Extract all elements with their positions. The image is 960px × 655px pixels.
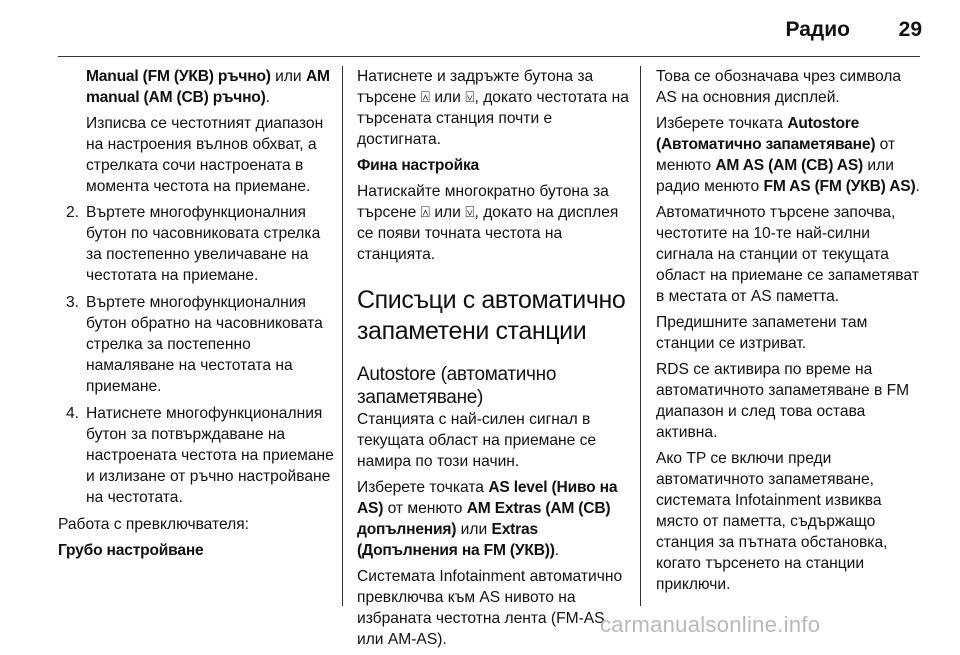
header-divider <box>58 56 920 57</box>
page-title: Радио <box>785 18 850 41</box>
watermark: carmanualsonline.info <box>600 612 821 637</box>
fm-as-label: FM AS (FM (УКВ) AS) <box>763 178 916 195</box>
fm-extras-label: Extras (Допълнения на FM (УКВ)) <box>357 521 555 559</box>
switch-operation-text: Работа с превключвателя: <box>58 516 249 533</box>
as-level-label: AS level (Ниво на AS) <box>357 479 618 517</box>
autostore-instruction <box>656 113 924 197</box>
manual-fm-label: Manual (FM (УКВ) ръчно) <box>86 68 271 85</box>
section-heading: Списъци с автоматично запаметени станции <box>357 286 626 345</box>
list-item <box>58 403 338 508</box>
instruction-text: или радио менюто <box>656 157 894 195</box>
instruction-text: Изберете точката <box>357 479 489 496</box>
instruction-text: от менюто <box>383 500 467 517</box>
am-extras-label: AM Extras (AM (СВ) допълнения) <box>357 500 611 538</box>
rds-text: RDS се активира по време на автоматичното запаметяване в FM диапазон и след това остава активна. <box>656 361 910 441</box>
list-text: Натиснете многофункционалния бутон за потвърждаване на настроената честота на приемане и излизане от ръчно настройване на честотата. <box>86 405 334 506</box>
infotainment-switch-text: Системата Infotainment автоматично превключва към AS нивото на избраната честотна лента (FM-AS или AM-AS). <box>357 568 623 648</box>
autostore-label: Autostore (Автоматично запаметяване) <box>656 115 876 153</box>
instruction-text: . <box>915 178 920 195</box>
subsection-heading: Autostore (автоматично запаметяване) <box>357 364 557 408</box>
as-symbol-text: Това се обозначава чрез символа AS на основния дисплей. <box>656 68 902 106</box>
column-divider-right <box>640 66 641 606</box>
connector-text: или <box>270 68 306 85</box>
fine-tuning-body: Натискайте многократно бутона за търсене ⍓ или ⍌, докато на дисплея се появи точната честота на станцията. <box>357 183 619 263</box>
list-text: Въртете многофункционалния бутон по часовниковата стрелка за постепенно увеличаване на честотата на приемане. <box>86 204 321 284</box>
period-text: . <box>265 89 270 106</box>
autostore-description: Станцията с най-силен сигнал в текущата област на приемане се намира по този начин. <box>357 411 597 470</box>
tp-text: Ако TP се включи преди автоматичното запаметяване, системата Infotainment извиква място от паметта, съдържащо станция за пътната обстановка, когато търсенето на станции приключи. <box>656 450 888 593</box>
as-level-instruction <box>357 477 632 561</box>
instruction-text: . <box>554 542 560 559</box>
column-1 <box>58 66 338 566</box>
page-number: 29 <box>898 18 922 41</box>
list-text: Въртете многофункционалния бутон обратно на часовниковата стрелка за постепенно намаляване на честотата на приемане. <box>86 294 323 395</box>
column-2 <box>357 66 632 655</box>
column-divider-left <box>342 66 343 606</box>
erase-text: Предишните запаметени там станции се изтриват. <box>656 314 868 352</box>
list-item <box>58 202 338 286</box>
am-as-label: AM AS (AM (СВ) AS) <box>715 157 864 174</box>
manual-am-label: AM manual (AM (СВ) ръчно) <box>86 68 330 106</box>
column-3 <box>656 66 924 600</box>
fine-tuning-heading: Фина настройка <box>357 157 480 174</box>
coarse-tuning-body: Натиснете и задръжте бутона за търсене ⍓ или ⍌, докато честотата на търсената станция почти е достигната. <box>357 68 629 148</box>
instruction-text: или <box>456 521 492 538</box>
coarse-tuning-heading: Грубо настройване <box>58 542 204 559</box>
manual-description: Изписва се честотният диапазон на настроения вълнов обхват, а стрелката сочи настроената в момента честота на приемане. <box>86 115 324 195</box>
manual-mode-line <box>58 66 338 108</box>
instruction-text: от менюто <box>656 136 896 174</box>
auto-search-text: Автоматичното търсене започва, честотите на 10-те най-силни сигнала на станции от текущата област на приемане се запаметяват в местата от AS паметта. <box>656 204 919 305</box>
instruction-text: Изберете точката <box>656 115 788 132</box>
list-number: 4. <box>66 405 80 422</box>
list-item <box>58 292 338 397</box>
list-number: 2. <box>66 204 80 221</box>
list-number: 3. <box>66 294 80 311</box>
